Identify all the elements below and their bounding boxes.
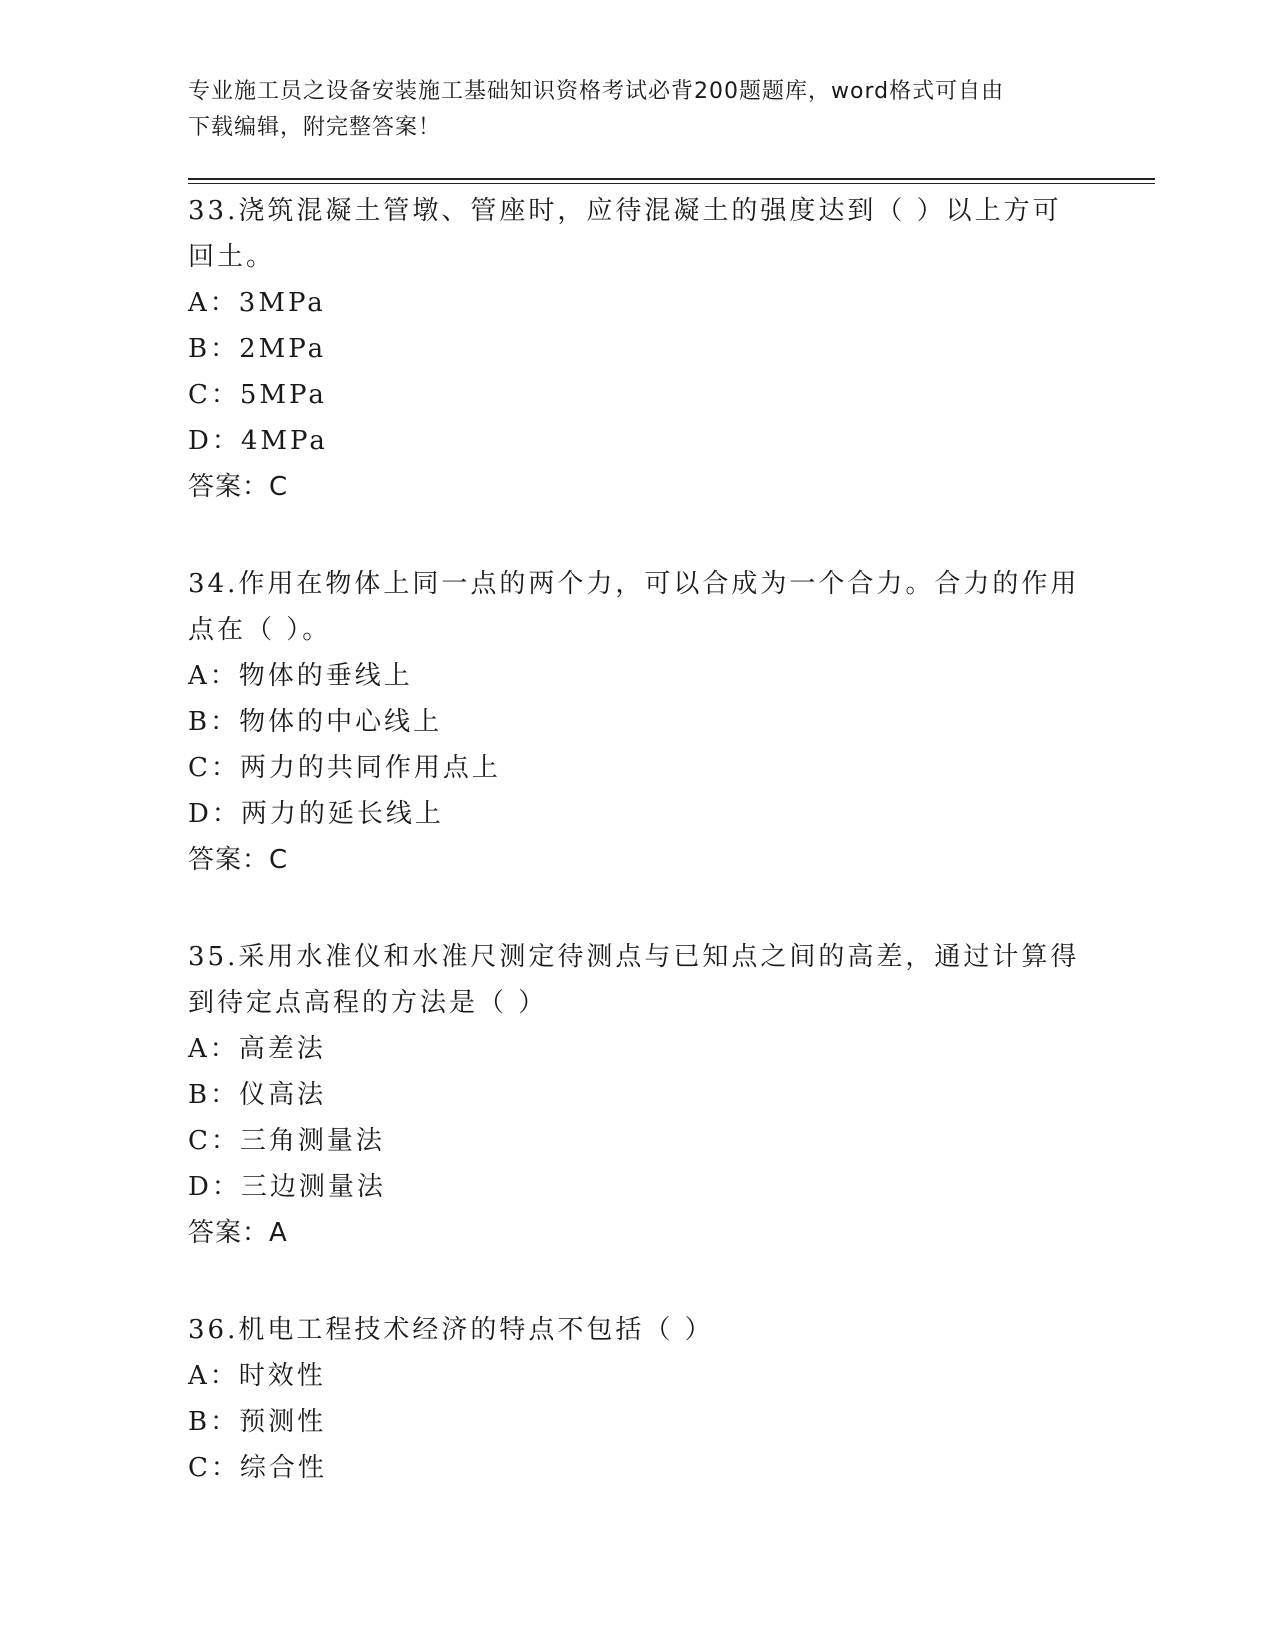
header-line-2: 下载编辑，附完整答案！ — [188, 115, 442, 140]
option-a: A：3MPa — [188, 288, 326, 318]
option-d: D：4MPa — [188, 426, 328, 456]
question-text: 33.浇筑混凝土管墩、管座时，应待混凝土的强度达到（ ）以上方可回土。 — [188, 196, 1062, 272]
option-b: B：仪高法 — [188, 1080, 327, 1110]
question-text: 34.作用在物体上同一点的两个力，可以合成为一个合力。合力的作用点在（ ）。 — [188, 569, 1080, 645]
option-a: A：时效性 — [188, 1361, 326, 1391]
option-b: B：2MPa — [188, 334, 327, 364]
question-34 — [188, 561, 1088, 883]
option-d: D：两力的延长线上 — [188, 799, 444, 829]
header-line-1: 专业施工员之设备安装施工基础知识资格考试必背200题题库，word格式可自由 — [188, 79, 1005, 104]
question-35 — [188, 934, 1088, 1256]
option-d: D：三边测量法 — [188, 1172, 386, 1202]
question-text: 35.采用水准仪和水准尺测定待测点与已知点之间的高差，通过计算得到待定点高程的方法是（ ） — [188, 942, 1080, 1018]
question-list — [188, 188, 1088, 1542]
answer: 答案：C — [188, 472, 289, 502]
option-c: C：两力的共同作用点上 — [188, 753, 501, 783]
question-33 — [188, 188, 1088, 510]
option-c: C：综合性 — [188, 1453, 327, 1483]
answer: 答案：C — [188, 845, 289, 875]
question-text: 36.机电工程技术经济的特点不包括（ ） — [188, 1315, 714, 1345]
option-b: B：物体的中心线上 — [188, 707, 443, 737]
header-divider-thin — [188, 183, 1155, 184]
question-36 — [188, 1307, 1088, 1491]
answer: 答案：A — [188, 1218, 288, 1248]
option-c: C：三角测量法 — [188, 1126, 385, 1156]
document-header — [188, 74, 1088, 146]
option-a: A：高差法 — [188, 1034, 326, 1064]
option-b: B：预测性 — [188, 1407, 327, 1437]
option-c: C：5MPa — [188, 380, 327, 410]
header-divider-thick — [188, 178, 1155, 180]
option-a: A：物体的垂线上 — [188, 661, 413, 691]
